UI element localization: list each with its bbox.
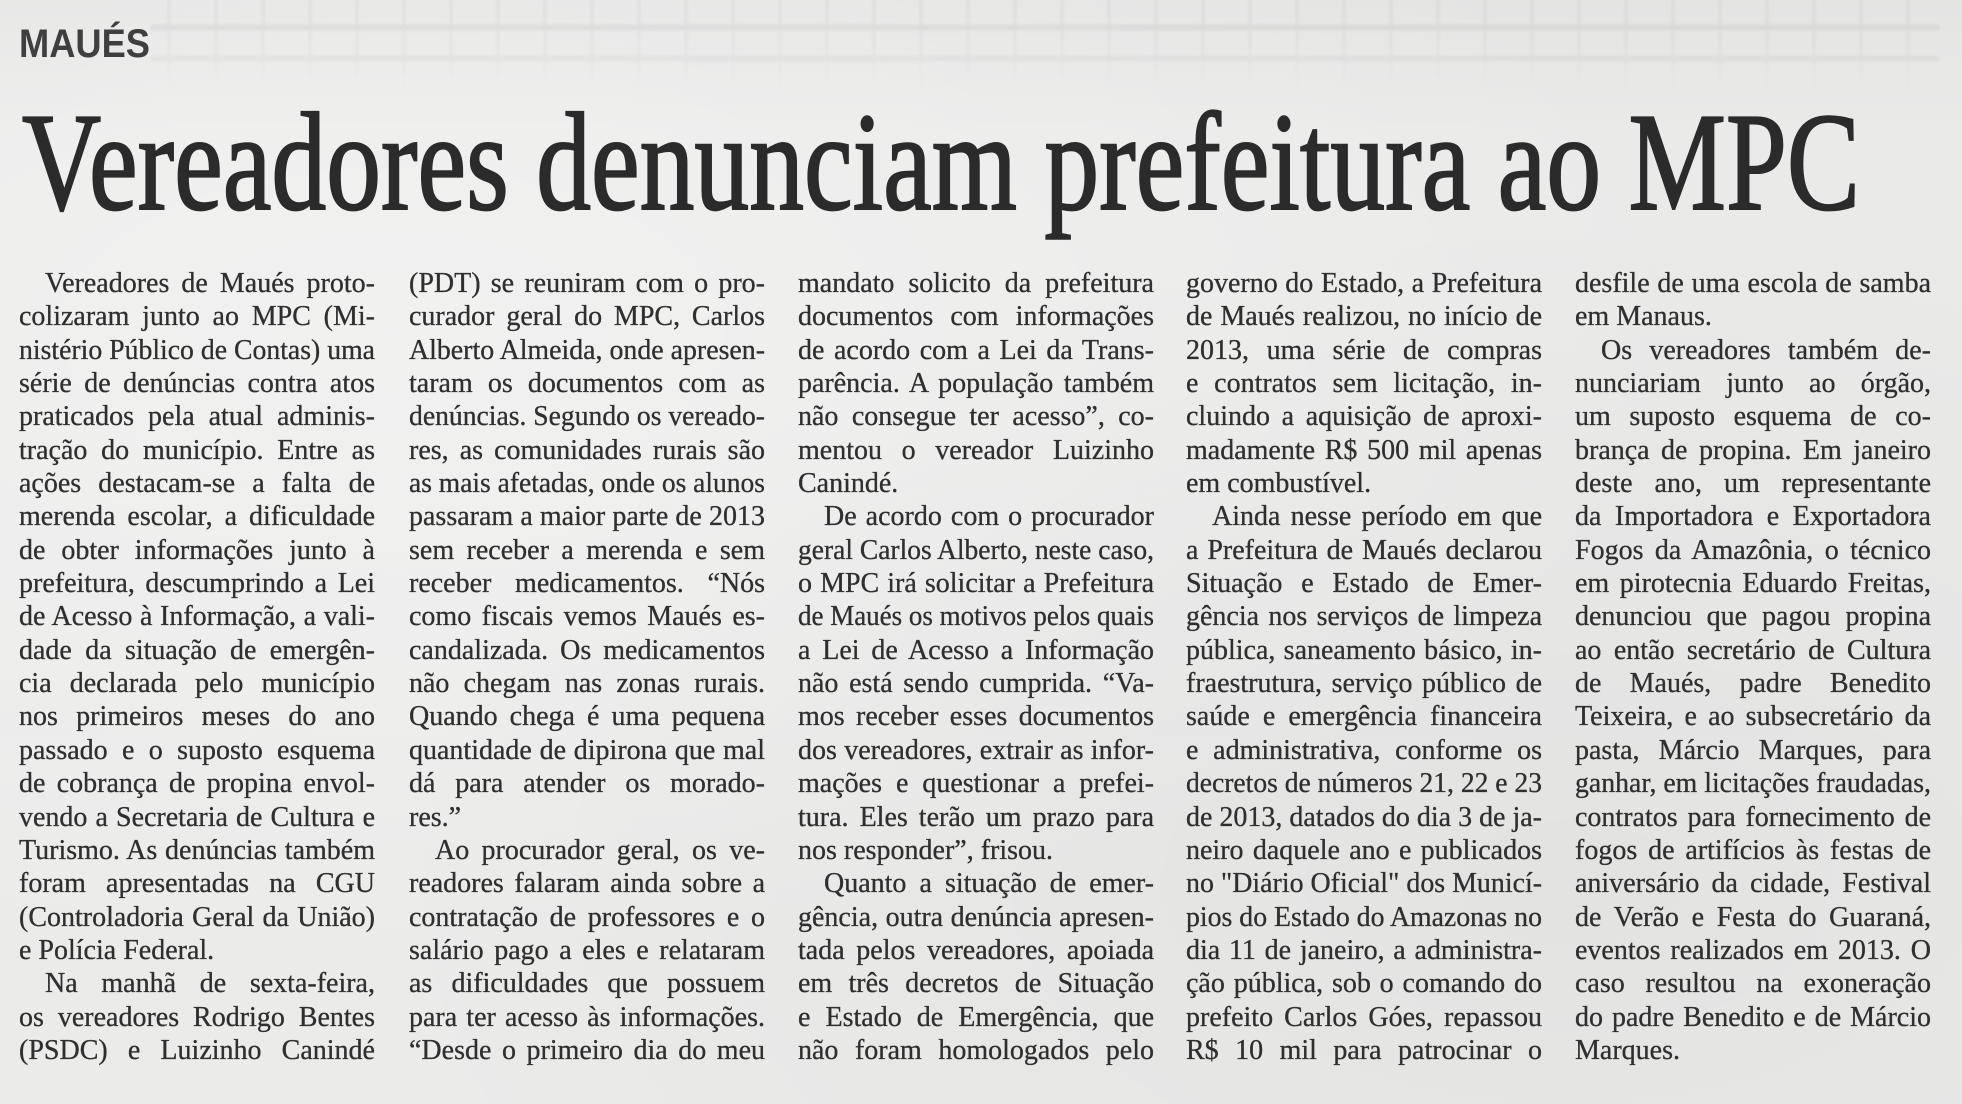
text-line: contratação de professores e o [409, 901, 765, 933]
text-line: Alberto Almeida, onde apresen- [409, 334, 765, 366]
text-line: denúncias. Segundo os vereado- [409, 401, 765, 433]
text-line: taram os documentos com as [409, 368, 765, 400]
text-line: e Polícia Federal. [19, 934, 215, 966]
text-line: de acordo com a Lei da Trans- [798, 334, 1154, 366]
text-line: quantidade de dipirona que mal [409, 734, 765, 766]
text-line: nos primeiros meses do ano [19, 701, 375, 733]
text-line: neiro daquele ano e publicados [1186, 834, 1542, 866]
text-line: gência, outra denúncia apresen- [798, 901, 1154, 933]
text-line: em Manaus. [1575, 301, 1712, 333]
text-line: as mais afetadas, onde os alunos [409, 468, 765, 500]
text-line: governo do Estado, a Prefeitura [1186, 268, 1542, 299]
text-line: ganhar, em licitações fraudadas, [1575, 768, 1931, 800]
text-line: os vereadores Rodrigo Bentes [19, 1001, 375, 1033]
text-line: denunciou que pagou propina [1575, 601, 1931, 633]
text-line: a Lei de Acesso a Informação [798, 634, 1154, 666]
text-line: Vereadores de Maués proto- [45, 268, 375, 299]
paragraph [1575, 334, 1931, 1068]
text-line: como fiscais vemos Maués es- [409, 601, 765, 633]
text-line: (Controladoria Geral da União) [19, 901, 375, 933]
text-line: R$ 10 mil para patrocinar o [1186, 1034, 1542, 1066]
paragraph [19, 267, 375, 967]
article-column-4 [1186, 267, 1542, 1067]
text-line: De acordo com o procurador [824, 501, 1154, 533]
text-line: em três decretos de Situação [798, 968, 1154, 1000]
paragraph [1575, 267, 1931, 334]
text-line: mandato solicito da prefeitura [798, 268, 1154, 299]
article-column-1 [19, 267, 375, 1067]
text-line: nunciariam junto ao órgão, [1575, 368, 1931, 400]
text-line: prefeito Carlos Góes, repassou [1186, 1001, 1542, 1033]
text-line: as dificuldades que possuem [409, 968, 765, 1000]
text-line: ção pública, sob o comando do [1186, 968, 1542, 1000]
text-line: Situação e Estado de Emer- [1186, 568, 1542, 600]
text-line: vendo a Secretaria de Cultura e [19, 801, 375, 833]
text-line: Ainda nesse período em que [1212, 501, 1542, 533]
text-line: res.” [409, 801, 462, 833]
text-line: salário pago a eles e relataram [409, 934, 765, 966]
text-line: documentos com informações [798, 301, 1154, 333]
text-line: de Maués realizou, no início de [1186, 301, 1542, 333]
article-column-2 [409, 267, 765, 1067]
text-line: sem receber a merenda e sem [409, 534, 765, 566]
text-line: pasta, Márcio Marques, para [1575, 734, 1931, 766]
text-line: nistério Público de Contas) uma [19, 334, 375, 366]
text-line: mentou o vereador Luizinho [798, 434, 1154, 466]
text-line: dos vereadores, extrair as infor- [798, 734, 1154, 766]
text-line: de Acesso à Informação, a vali- [19, 601, 375, 633]
text-line: madamente R$ 500 mil apenas [1186, 434, 1542, 466]
text-line: (PSDC) e Luizinho Canindé [19, 1034, 375, 1066]
text-line: curador geral do MPC, Carlos [409, 301, 765, 333]
text-line: não está sendo cumprida. “Va- [798, 668, 1154, 700]
text-line: contratos para fornecimento de [1575, 801, 1931, 833]
text-line: Marques. [1575, 1034, 1680, 1066]
text-line: merenda escolar, a dificuldade [19, 501, 375, 533]
text-line: Canindé. [798, 468, 899, 500]
text-line: Ao procurador geral, os ve- [435, 834, 765, 866]
text-line: no "Diário Oficial" dos Municí- [1186, 868, 1542, 900]
text-line: caso resultou na exoneração [1575, 968, 1931, 1000]
text-line: não chegam nas zonas rurais. [409, 668, 765, 700]
text-line: cia declarada pelo município [19, 668, 375, 700]
section-label: MAUÉS [19, 22, 150, 66]
headline: Vereadores denunciam prefeitura ao MPC [22, 85, 1860, 240]
text-line: um suposto esquema de co- [1575, 401, 1931, 433]
text-line: passado e o suposto esquema [19, 734, 375, 766]
text-line: de obter informações junto à [19, 534, 375, 566]
text-line: não foram homologados pelo [798, 1034, 1154, 1066]
text-line: decretos de números 21, 22 e 23 [1186, 768, 1542, 800]
text-line: res, as comunidades rurais são [409, 434, 765, 466]
text-line: candalizada. Os medicamentos [409, 634, 765, 666]
text-line: série de denúncias contra atos [19, 368, 375, 400]
text-line: Quando chega é uma pequena [409, 701, 765, 733]
text-line: prefeitura, descumprindo a Lei [19, 568, 375, 600]
text-line: de Maués os motivos pelos quais [798, 601, 1154, 633]
text-line: cluindo a aquisição de aproxi- [1186, 401, 1542, 433]
text-line: e Estado de Emergência, que [798, 1001, 1154, 1033]
text-line: e administrativa, conforme os [1186, 734, 1542, 766]
text-line: pios do Estado do Amazonas no [1186, 901, 1542, 933]
text-line: dia 11 de janeiro, a administra- [1186, 934, 1542, 966]
text-line: Os vereadores também de- [1601, 334, 1931, 366]
text-line: fraestrutura, serviço público de [1186, 668, 1542, 700]
text-line: Teixeira, e ao subsecretário da [1575, 701, 1931, 733]
text-line: geral Carlos Alberto, neste caso, [798, 534, 1154, 566]
text-line: desfile de uma escola de samba [1575, 268, 1931, 299]
paragraph [409, 267, 765, 834]
text-line: eventos realizados em 2013. O [1575, 934, 1931, 966]
text-line: o MPC irá solicitar a Prefeitura [798, 568, 1154, 600]
text-line: readores falaram ainda sobre a [409, 868, 765, 900]
text-line: deste ano, um representante [1575, 468, 1931, 500]
text-line: “Desde o primeiro dia do meu [409, 1034, 765, 1066]
text-line: passaram a maior parte de 2013 [409, 501, 765, 533]
text-line: ao então secretário de Cultura [1575, 634, 1931, 666]
text-line: saúde e emergência financeira [1186, 701, 1542, 733]
text-line: a Prefeitura de Maués declarou [1186, 534, 1542, 566]
paragraph [19, 967, 375, 1067]
text-line: da Importadora e Exportadora [1575, 501, 1931, 533]
paragraph [1186, 500, 1542, 1067]
text-line: fogos de artifícios às festas de [1575, 834, 1931, 866]
text-line: Turismo. As denúncias também [19, 834, 375, 866]
bleed-through-texture [150, 0, 1940, 92]
text-line: do padre Benedito e de Márcio [1575, 1001, 1931, 1033]
text-line: receber medicamentos. “Nós [409, 568, 765, 600]
text-line: aniversário da cidade, Festival [1575, 868, 1931, 900]
text-line: para ter acesso às informações. [409, 1001, 765, 1033]
text-line: Fogos da Amazônia, o técnico [1575, 534, 1931, 566]
text-line: de 2013, datados do dia 3 de ja- [1186, 801, 1542, 833]
text-line: mos receber esses documentos [798, 701, 1154, 733]
text-line: gência nos serviços de limpeza [1186, 601, 1542, 633]
text-line: tração do município. Entre as [19, 434, 375, 466]
text-line: tura. Eles terão um prazo para [798, 801, 1154, 833]
text-line: de Maués, padre Benedito [1575, 668, 1931, 700]
text-line: mações e questionar a prefei- [798, 768, 1154, 800]
text-line: pública, saneamento básico, in- [1186, 634, 1542, 666]
text-line: dade da situação de emergên- [19, 634, 375, 666]
text-line: de cobrança de propina envol- [19, 768, 375, 800]
text-line: tada pelos vereadores, apoiada [798, 934, 1154, 966]
text-line: dá para atender os morado- [409, 768, 765, 800]
paragraph [798, 500, 1154, 867]
text-line: e contratos sem licitação, in- [1186, 368, 1542, 400]
paragraph [409, 834, 765, 1067]
text-line: não consegue ter acesso”, co- [798, 401, 1154, 433]
text-line: em combustível. [1186, 468, 1372, 500]
text-line: praticados pela atual adminis- [19, 401, 375, 433]
paragraph [798, 267, 1154, 500]
text-line: Na manhã de sexta-feira, [45, 968, 375, 1000]
paragraph [1186, 267, 1542, 500]
text-line: nos responder”, frisou. [798, 834, 1054, 866]
article-column-5 [1575, 267, 1931, 1067]
text-line: (PDT) se reuniram com o pro- [409, 268, 765, 299]
paragraph [798, 867, 1154, 1067]
article-body [0, 267, 1962, 1087]
text-line: brança de propina. Em janeiro [1575, 434, 1931, 466]
text-line: em pirotecnia Eduardo Freitas, [1575, 568, 1931, 600]
text-line: Quanto a situação de emer- [824, 868, 1154, 900]
text-line: ações destacam-se a falta de [19, 468, 375, 500]
article-column-3 [798, 267, 1154, 1067]
text-line: parência. A população também [798, 368, 1154, 400]
text-line: de Verão e Festa do Guaraná, [1575, 901, 1931, 933]
text-line: colizaram junto ao MPC (Mi- [19, 301, 375, 333]
text-line: foram apresentadas na CGU [19, 868, 375, 900]
text-line: 2013, uma série de compras [1186, 334, 1542, 366]
